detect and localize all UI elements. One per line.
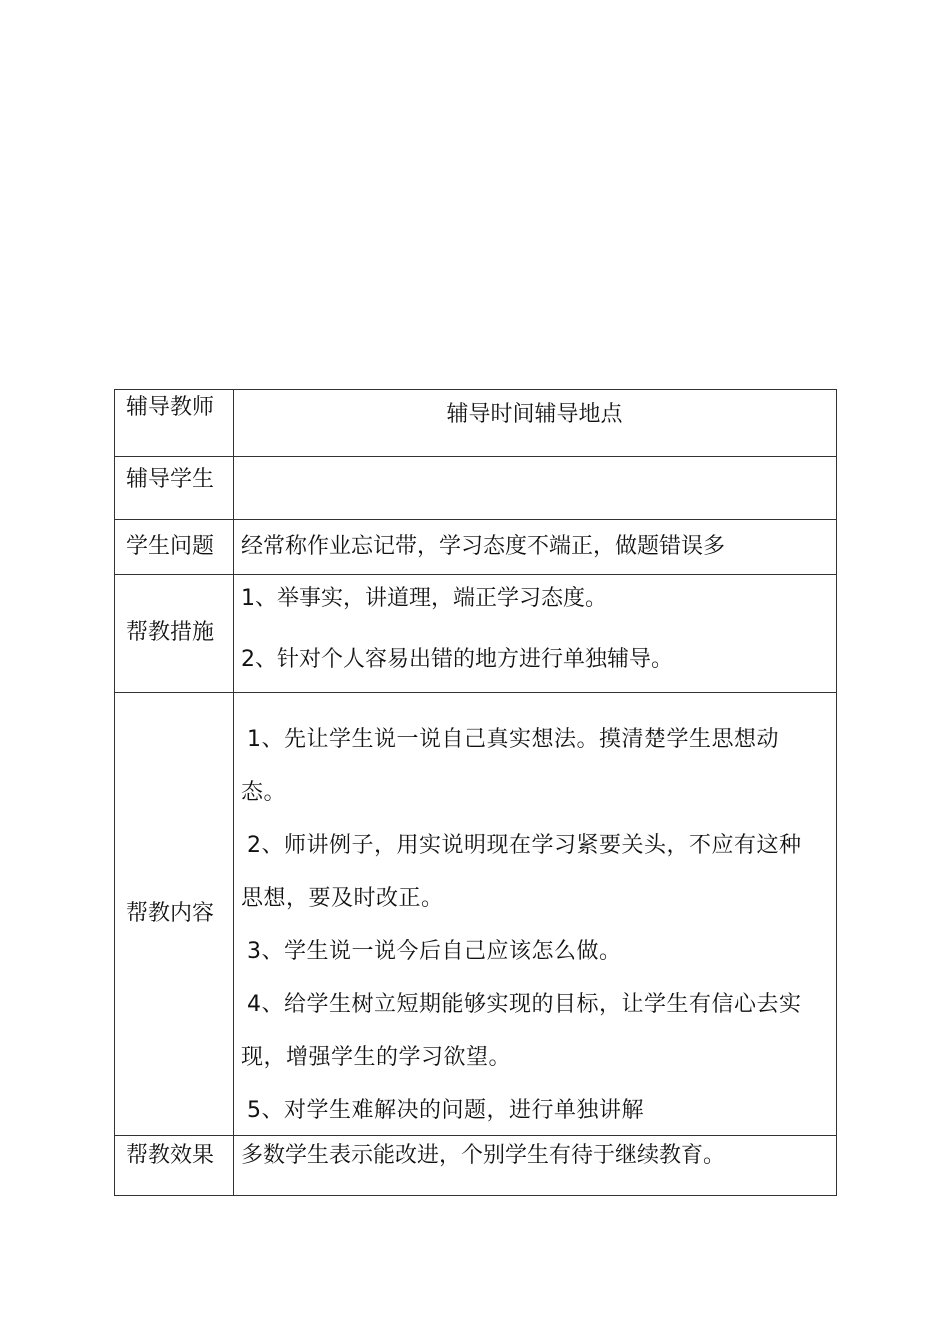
- content-label: 帮教内容: [115, 693, 234, 1136]
- content-item: 1、先让学生说一说自己真实想法。摸清楚学生思想动态。: [241, 727, 779, 805]
- measure-item: 2、针对个人容易出错的地方进行单独辅导。: [241, 647, 673, 672]
- content-row: [115, 693, 837, 1136]
- student-value: [234, 457, 837, 520]
- effect-row: [115, 1136, 837, 1196]
- measures-value: [234, 575, 837, 693]
- student-row: [115, 457, 837, 520]
- time-location-header: 辅导时间辅导地点: [234, 390, 837, 457]
- effect-value: 多数学生表示能改进，个别学生有待于继续教育。: [234, 1136, 837, 1196]
- content-item: 3、学生说一说今后自己应该怎么做。: [247, 939, 622, 964]
- measures-row: [115, 575, 837, 693]
- effect-label: 帮教效果: [115, 1136, 234, 1196]
- teacher-row: [115, 390, 837, 457]
- measures-label: 帮教措施: [115, 575, 234, 693]
- problem-row: [115, 520, 837, 575]
- tutoring-record-table: [114, 389, 837, 1196]
- content-item: 5、对学生难解决的问题，进行单独讲解: [247, 1098, 644, 1123]
- student-label: 辅导学生: [115, 457, 234, 520]
- problem-value: 经常称作业忘记带，学习态度不端正，做题错误多: [234, 520, 837, 575]
- measure-item: 1、举事实，讲道理，端正学习态度。: [241, 586, 607, 611]
- content-item: 4、给学生树立短期能够实现的目标，让学生有信心去实现，增强学生的学习欲望。: [241, 992, 802, 1070]
- content-item: 2、师讲例子，用实说明现在学习紧要关头，不应有这种思想，要及时改正。: [241, 833, 802, 911]
- content-value: [234, 693, 837, 1136]
- problem-label: 学生问题: [115, 520, 234, 575]
- teacher-label: 辅导教师: [115, 390, 234, 457]
